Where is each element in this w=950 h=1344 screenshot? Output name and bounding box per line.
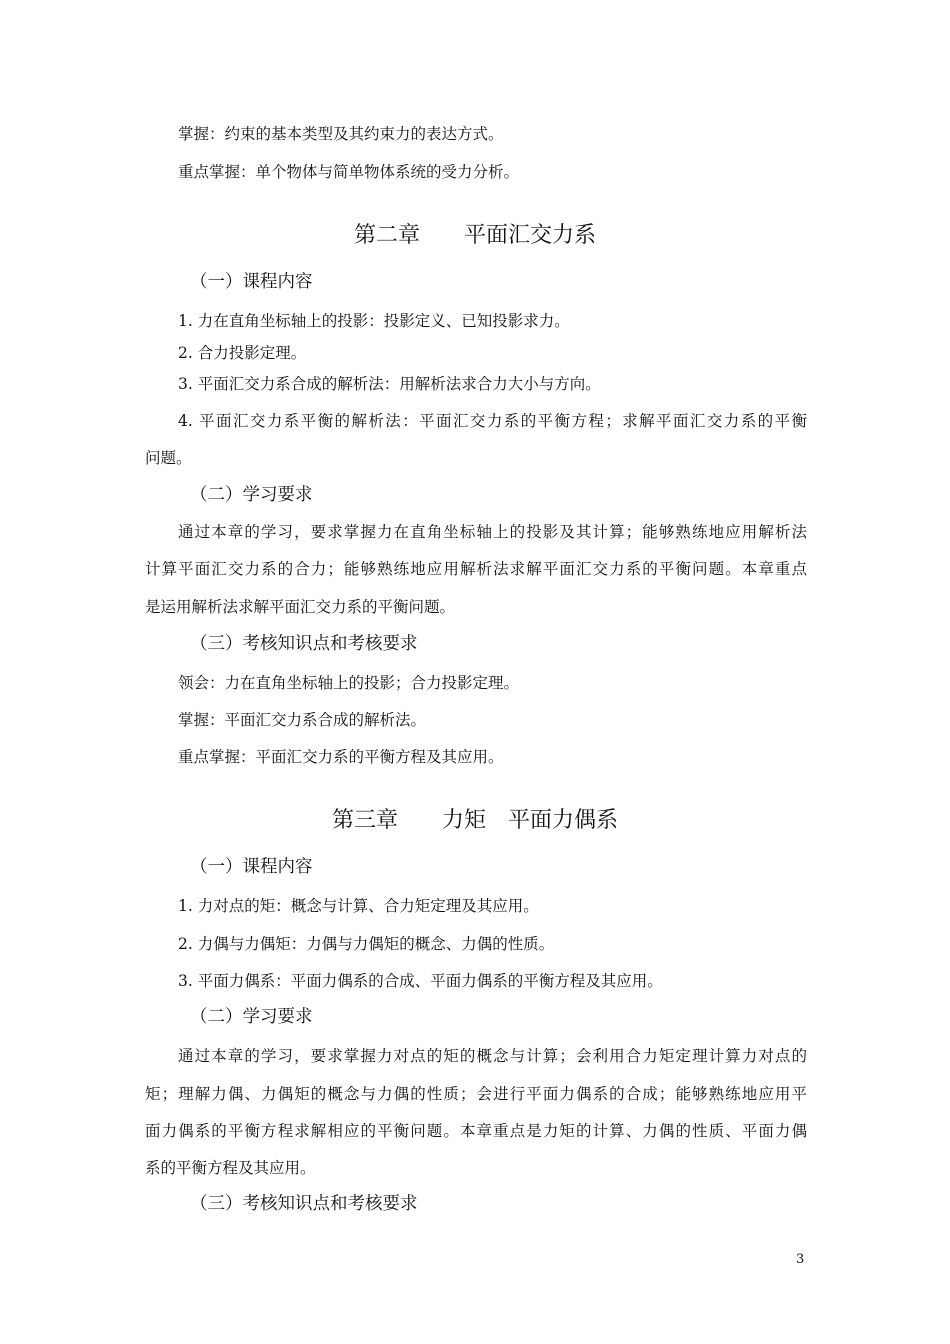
paragraph-line: 通过本章的学习，要求掌握力在直角坐标轴上的投影及其计算；能够熟练地应用解析法 <box>178 523 807 541</box>
page-number: 3 <box>796 1252 805 1267</box>
list-item: 2. 力偶与力偶矩：力偶与力偶矩的概念、力偶的性质。 <box>178 935 555 953</box>
paragraph-line: 系的平衡方程及其应用。 <box>145 1159 316 1177</box>
text-line: 领会：力在直角坐标轴上的投影；合力投影定理。 <box>178 674 520 692</box>
list-item: 1. 力在直角坐标轴上的投影：投影定义、已知投影求力。 <box>178 312 570 330</box>
section-heading: （三）考核知识点和考核要求 <box>190 1194 418 1214</box>
list-item: 1. 力对点的矩：概念与计算、合力矩定理及其应用。 <box>178 897 539 915</box>
text-line: 重点掌握：单个物体与简单物体系统的受力分析。 <box>178 163 520 181</box>
text-line: 问题。 <box>145 449 192 467</box>
section-heading: （一）课程内容 <box>190 272 313 292</box>
list-item: 3. 平面汇交力系合成的解析法：用解析法求合力大小与方向。 <box>178 375 601 393</box>
text-line: 掌握：约束的基本类型及其约束力的表达方式。 <box>178 125 504 143</box>
paragraph-line: 通过本章的学习，要求掌握力对点的矩的概念与计算；会利用合力矩定理计算力对点的 <box>178 1047 807 1065</box>
paragraph-line: 是运用解析法求解平面汇交力系的平衡问题。 <box>145 598 456 616</box>
list-item: 3. 平面力偶系：平面力偶系的合成、平面力偶系的平衡方程及其应用。 <box>178 972 663 990</box>
list-item: 4. 平面汇交力系平衡的解析法：平面汇交力系的平衡方程；求解平面汇交力系的平衡 <box>178 412 807 430</box>
paragraph-line: 矩；理解力偶、力偶矩的概念与力偶的性质；会进行平面力偶系的合成；能够熟练地应用平 <box>145 1085 807 1103</box>
paragraph-line: 面力偶系的平衡方程求解相应的平衡问题。本章重点是力矩的计算、力偶的性质、平面力偶 <box>145 1122 807 1140</box>
text-line: 掌握：平面汇交力系合成的解析法。 <box>178 711 427 729</box>
chapter-title: 第二章 平面汇交力系 <box>353 223 596 248</box>
section-heading: （二）学习要求 <box>190 1007 313 1027</box>
section-heading: （一）课程内容 <box>190 857 313 877</box>
text-line: 重点掌握：平面汇交力系的平衡方程及其应用。 <box>178 748 504 766</box>
list-item: 2. 合力投影定理。 <box>178 344 307 362</box>
chapter-title: 第三章 力矩 平面力偶系 <box>331 808 618 833</box>
section-heading: （三）考核知识点和考核要求 <box>190 634 418 654</box>
paragraph-line: 计算平面汇交力系的合力；能够熟练地应用解析法求解平面汇交力系的平衡问题。本章重点 <box>145 560 807 578</box>
section-heading: （二）学习要求 <box>190 485 313 505</box>
